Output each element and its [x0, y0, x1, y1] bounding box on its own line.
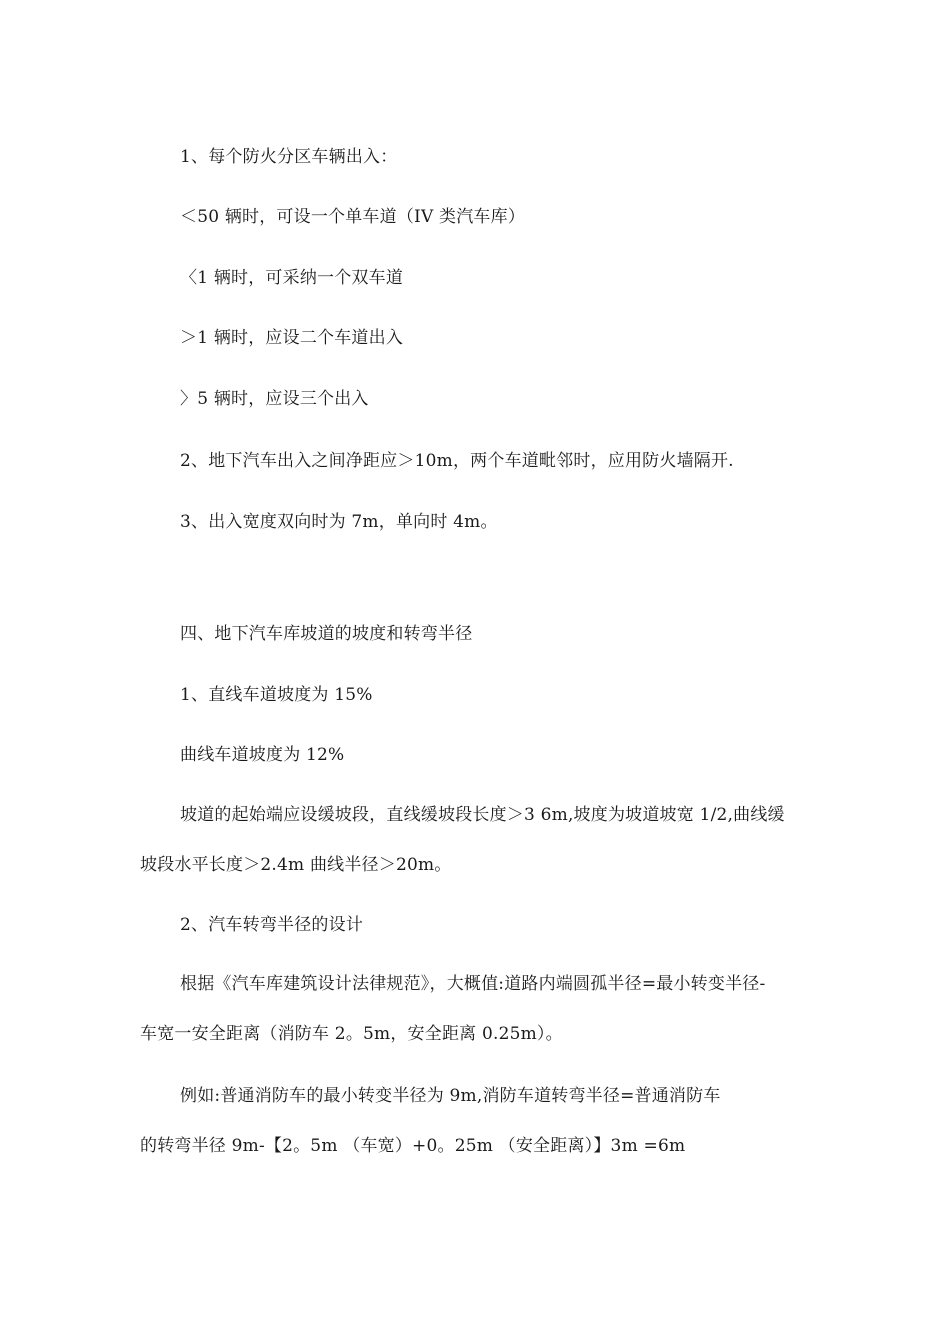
ramp-paragraph-line-1: 坡道的起始端应设缓坡段，直线缓坡段长度＞3 6m,坡度为坡道坡宽 1/2,曲线缓	[180, 805, 785, 825]
rule-under-1: 〈1 辆时，可采纳一个双车道	[180, 268, 404, 288]
rule-3-width: 3、出入宽度双向时为 7m，单向时 4m。	[180, 512, 498, 532]
regulation-paragraph-line-2: 车宽一安全距离（消防车 2。5m，安全距离 0.25m）。	[140, 1024, 563, 1044]
ramp-paragraph-line-2: 坡段水平长度＞2.4m 曲线半径＞20m。	[140, 855, 452, 875]
straight-slope: 1、直线车道坡度为 15%	[180, 685, 373, 705]
rule-2-spacing: 2、地下汽车出入之间净距应＞10m，两个车道毗邻时，应用防火墙隔开.	[180, 451, 734, 471]
section-4-heading: 四、地下汽车库坡道的坡度和转弯半径	[180, 624, 473, 644]
curve-slope: 曲线车道坡度为 12%	[180, 745, 345, 765]
rule-over-5: 〉5 辆时，应设三个出入	[180, 389, 369, 409]
rule-over-1: ＞1 辆时，应设二个车道出入	[180, 328, 404, 348]
turning-radius-heading: 2、汽车转弯半径的设计	[180, 915, 364, 935]
rule-1-heading: 1、每个防火分区车辆出入：	[180, 147, 398, 167]
regulation-paragraph-line-1: 根据《汽车库建筑设计法律规范》，大概值:道路内端圆孤半径=最小转变半径-	[180, 974, 766, 994]
rule-under-50: ＜50 辆时，可设一个单车道（IV 类汽车库）	[180, 207, 526, 227]
example-paragraph-line-1: 例如:普通消防车的最小转变半径为 9m,消防车道转弯半径=普通消防车	[180, 1086, 721, 1106]
example-paragraph-line-2: 的转弯半径 9m-【2。5m （车宽）+0。25m （安全距离）】3m =6m	[140, 1136, 686, 1156]
